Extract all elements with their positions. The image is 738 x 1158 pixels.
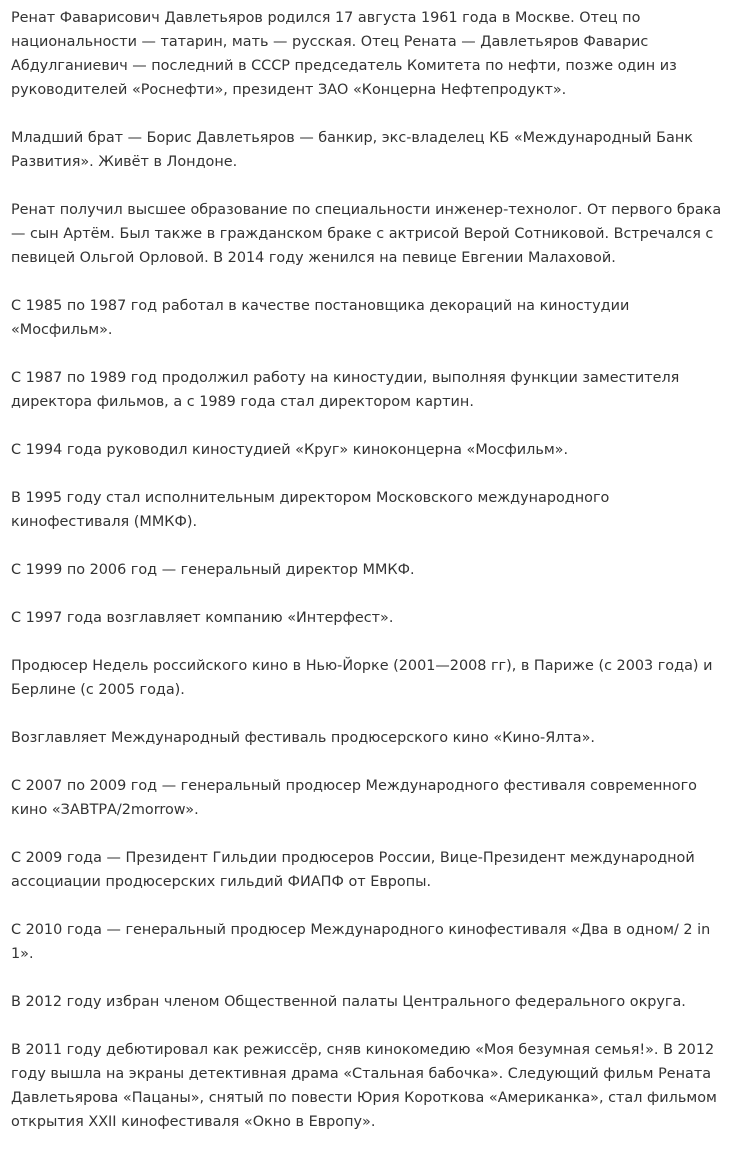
- paragraph-2012-chamber: В 2012 году избран членом Общественной палаты Центрального федерального округа.: [11, 994, 686, 1010]
- paragraph-birth: Ренат Фаварисович Давлетьяров родился 17 августа 1961 года в Москве. Отец по национальности — татарин, мать — русская. Отец Рената — Давлетьяров Фаварис Абдулганиевич — последний в СССР председатель Комитета по нефти, позже один из руководителей «Роснефти», президент ЗАО «Концерна Нефтепродукт».: [11, 10, 677, 98]
- paragraph-1994: С 1994 года руководил киностудией «Круг» киноконцерна «Мосфильм».: [11, 442, 569, 458]
- paragraph-1999: С 1999 по 2006 год — генеральный директор ММКФ.: [11, 562, 415, 578]
- paragraph-kino-yalta: Возглавляет Международный фестиваль продюсерского кино «Кино-Ялта».: [11, 730, 595, 746]
- paragraph-film-weeks: Продюсер Недель российского кино в Нью-Йорке (2001—2008 гг), в Париже (с 2003 года) и Берлине (с 2005 года).: [11, 658, 713, 698]
- paragraph-2009: С 2009 года — Президент Гильдии продюсеров России, Вице-Президент международной ассоциации продюсерских гильдий ФИАПФ от Европы.: [11, 850, 695, 890]
- paragraph-1995: В 1995 году стал исполнительным директором Московского международного кинофестиваля (ММКФ).: [11, 490, 610, 530]
- article-body: [11, 6, 731, 1158]
- paragraph-1985: С 1985 по 1987 год работал в качестве постановщика декораций на киностудии «Мосфильм».: [11, 298, 630, 338]
- paragraph-1997: С 1997 года возглавляет компанию «Интерфест».: [11, 610, 394, 626]
- paragraph-1987: С 1987 по 1989 год продолжил работу на киностудии, выполняя функции заместителя директора фильмов, а с 1989 года стал директором картин.: [11, 370, 680, 410]
- paragraph-director-debut: В 2011 году дебютировал как режиссёр, сняв кинокомедию «Моя безумная семья!». В 2012 году вышла на экраны детективная драма «Стальная бабочка». Следующий фильм Рената Давлетьярова «Пацаны», снятый по повести Юрия Короткова «Американка», стал фильмом открытия XXII кинофестиваля «Окно в Европу».: [11, 1042, 717, 1130]
- paragraph-education-family: Ренат получил высшее образование по специальности инженер-технолог. От первого брака — сын Артём. Был также в гражданском браке с актрисой Верой Сотниковой. Встречался с певицей Ольгой Орловой. В 2014 году женился на певице Евгении Малаховой.: [11, 202, 722, 266]
- paragraph-brother: Младший брат — Борис Давлетьяров — банкир, экс-владелец КБ «Международный Банк Развития». Живёт в Лондоне.: [11, 130, 693, 170]
- paragraph-2007: С 2007 по 2009 год — генеральный продюсер Международного фестиваля современного кино «ЗАВТРА/2morrow».: [11, 778, 697, 818]
- paragraph-2010: С 2010 года — генеральный продюсер Международного кинофестиваля «Два в одном/ 2 in 1».: [11, 922, 711, 962]
